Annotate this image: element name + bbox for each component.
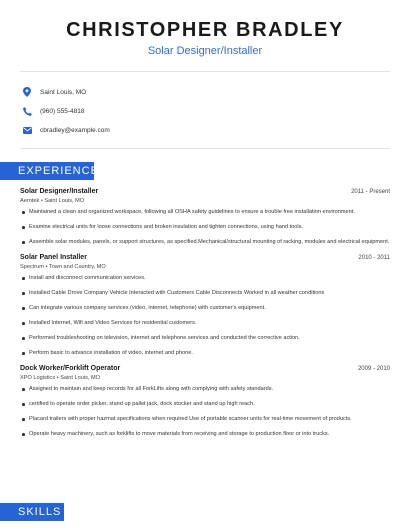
skills-heading: SKILLS (0, 503, 64, 521)
job-title: Solar Panel Installer (20, 254, 87, 261)
job-company: Spectrum • Town and Country, MO (20, 264, 106, 270)
contact-location (22, 86, 410, 98)
contact-location-text: Saint Louis, MO (40, 88, 87, 96)
contact-block (0, 72, 410, 136)
job-bullet: certified to operate order picker, stand up pallet jack, dock stocker and stand up high reach. (22, 401, 390, 409)
contact-phone (22, 105, 410, 117)
experience-section (20, 188, 390, 446)
job-company: Aerotek • Saint Louis, MO (20, 198, 85, 204)
job-bullet: Assigned to maintain and keep records for all ForkLifts along with complying with safety standards. (22, 386, 390, 394)
job-bullet: Assemble solar modules, panels, or support structures, as specified.Mechanical/structural mounting of racking, modules and electrical equipment. (22, 239, 390, 247)
job-bullet: Examine electrical units for loose connections and broken insulation and tighten connections, using hand tools. (22, 224, 390, 232)
job-bullet: Can integrate various company services (video, internet, telephone) with customer's equipment. (22, 305, 390, 313)
job-title: Solar Designer/Installer (20, 188, 99, 195)
phone-icon (22, 106, 32, 116)
job-entry (20, 254, 390, 358)
contact-email (22, 124, 410, 136)
job-entry (20, 188, 390, 247)
job-bullet: Placard trailers with proper hazmat specifications when required Use of portable scanner units for real-time movement of products. (22, 416, 390, 424)
job-bullet: Install and disconnect communication services. (22, 275, 390, 283)
resume-header (0, 0, 410, 58)
job-dates: 2010 - 2011 (358, 255, 390, 261)
job-bullet: Installed Internet, Wifi and Video Services for residential customers. (22, 320, 390, 328)
divider (20, 148, 390, 149)
contact-phone-text: (960) 555-4818 (40, 107, 85, 115)
job-bullet: Maintained a clean and organized workspace, following all OSHA safety guidelines to ensure a trouble free installation environment. (22, 209, 390, 217)
envelope-icon (22, 125, 32, 135)
job-bullet: Perform basic to advance installation of video, internet and phone. (22, 350, 390, 358)
job-bullet: Performed troubleshooting on television, internet and telephone services and conducted the corrective action. (22, 335, 390, 343)
job-dates: 2011 - Present (351, 189, 390, 195)
job-bullet: Operate heavy machinery, such as forklifts to move materials from receiving and storage to production floor or into trucks. (22, 431, 390, 439)
job-dates: 2009 - 2010 (357, 366, 390, 372)
candidate-name: CHRISTOPHER BRADLEY (66, 19, 344, 41)
contact-email-text: cbradley@example.com (40, 126, 110, 134)
candidate-role: Solar Designer/Installer (147, 45, 263, 57)
location-pin-icon (22, 87, 32, 97)
job-title: Dock Worker/Forklift Operator (20, 365, 121, 372)
job-company: XPO Logistics • Saint Louis, MO (20, 375, 100, 381)
job-entry (20, 365, 390, 439)
job-bullet: Installed Cable Drove Company Vehicle Interacted with Customers Cable Disconnects Worked in all weather conditions (22, 290, 390, 298)
experience-heading: EXPERIENCE (0, 162, 94, 180)
